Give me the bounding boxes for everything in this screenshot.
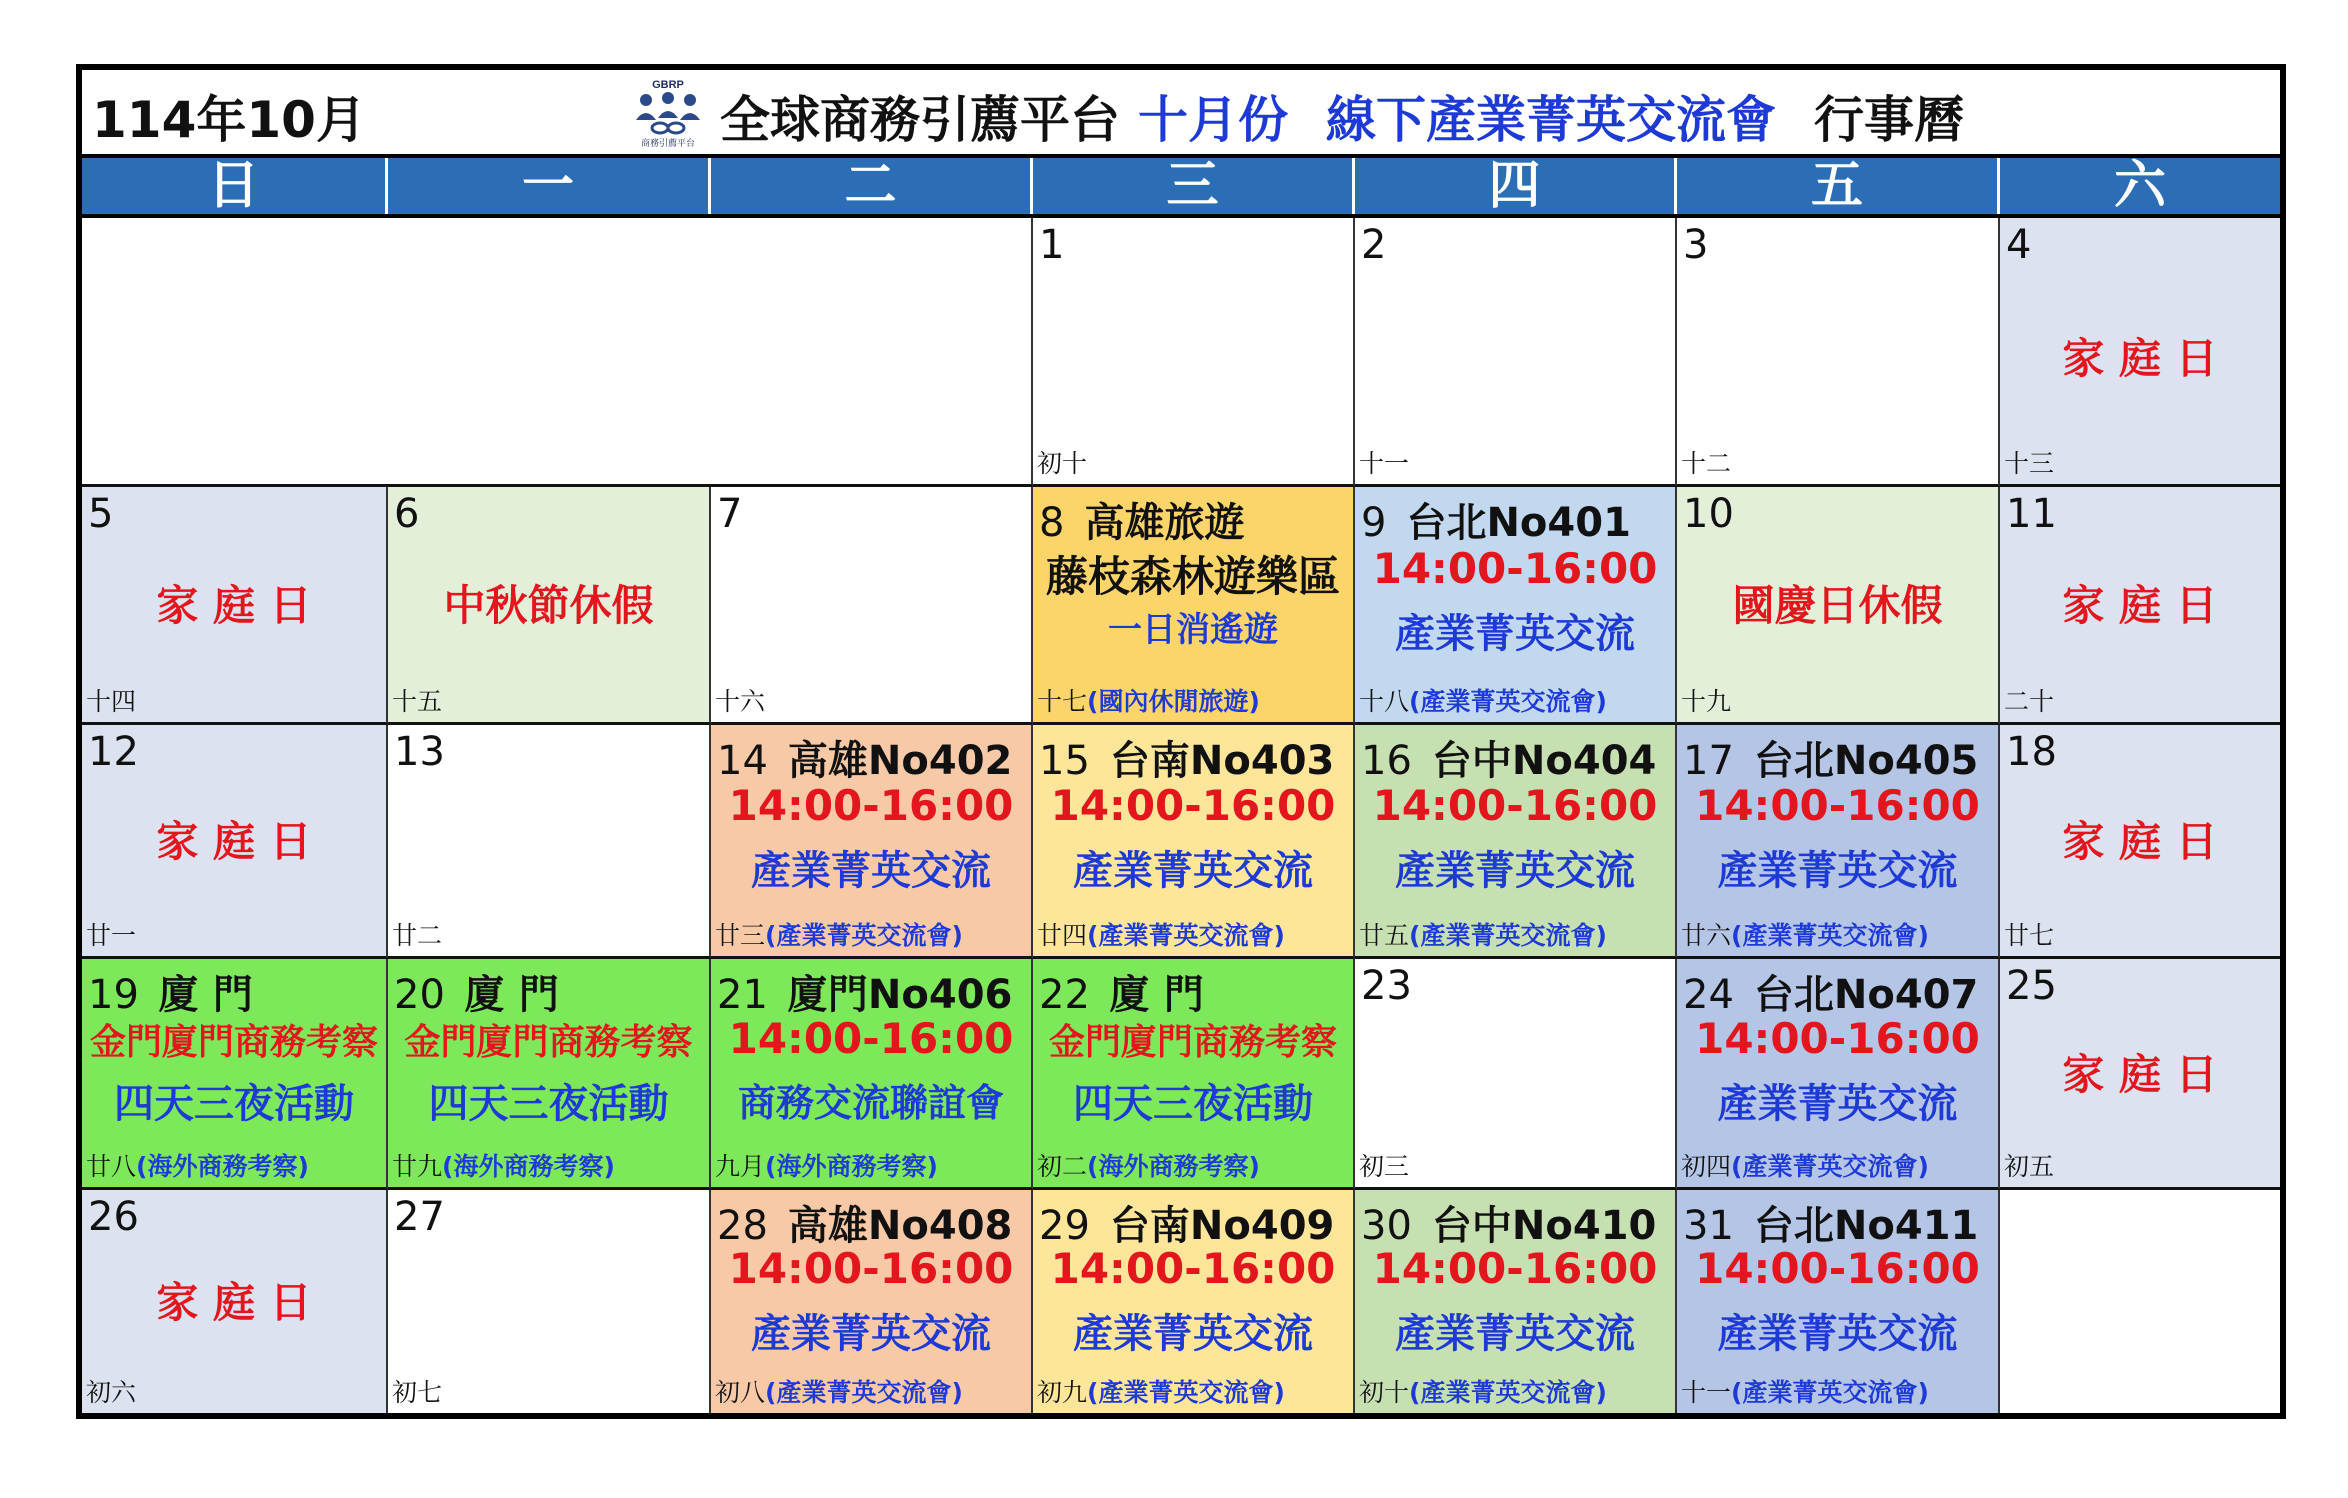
day-number-value: 20 [394, 972, 445, 1018]
day-number-value: 26 [88, 1194, 139, 1240]
weekday-0: 日 [82, 158, 388, 214]
event-line-1: 14:00-16:00 [728, 1014, 1014, 1063]
day-cell-31 [1677, 1190, 2000, 1413]
event-title: 台北No411 [1753, 1203, 1979, 1249]
day-cell-20 [388, 959, 711, 1190]
lunar-date-value: 廿六 [1681, 921, 1732, 950]
lunar-date-value: 初二 [1037, 1152, 1088, 1181]
day-number-value: 31 [1683, 1203, 1734, 1249]
event-line-1: 14:00-16:00 [1050, 781, 1336, 830]
lunar-date [392, 1147, 615, 1183]
logo-text: GBRP [652, 79, 684, 91]
event-line-1: 金門廈門商務考察 [404, 1022, 693, 1063]
weekday-2: 二 [711, 158, 1033, 214]
day-cell-5 [82, 487, 388, 725]
lunar-date [2004, 444, 2054, 480]
day-cell-19 [82, 959, 388, 1190]
lunar-date [715, 916, 963, 952]
day-number-value: 3 [1683, 222, 1709, 268]
event-title: 高雄No402 [787, 738, 1013, 784]
event-line-1: 14:00-16:00 [728, 1244, 1014, 1293]
day-number-value: 23 [1361, 963, 1412, 1009]
title-calendar: 行事曆 [1814, 91, 1964, 149]
day-number-value: 7 [717, 491, 743, 537]
holiday-label: 家 庭 日 [2062, 817, 2218, 866]
gbrp-logo [632, 76, 704, 150]
lunar-date [1037, 444, 1087, 480]
event-line-2: 產業菁英交流 [1395, 1311, 1635, 1357]
day-number [88, 491, 113, 537]
day-cell-10 [1677, 487, 2000, 725]
day-cell-6 [388, 487, 711, 725]
event-category-note: (產業菁英交流會) [1087, 921, 1285, 950]
event-category-note: (國內休閒旅遊) [1087, 687, 1260, 716]
lunar-date-value: 初十 [1359, 1378, 1410, 1407]
day-cell-21 [711, 959, 1033, 1190]
day-number-value: 28 [717, 1203, 768, 1249]
lunar-date [1359, 1373, 1607, 1409]
lunar-date-value: 廿九 [392, 1152, 443, 1181]
weekday-6: 六 [2113, 156, 2166, 216]
event-category-note: (產業菁英交流會) [1409, 1378, 1607, 1407]
weekday-3: 三 [1033, 158, 1355, 214]
lunar-date-value: 初四 [1681, 1152, 1732, 1181]
day-cell-7 [711, 487, 1033, 725]
day-number [1683, 729, 1978, 786]
lunar-date-value: 廿四 [1037, 921, 1088, 950]
lunar-date-value: 初七 [392, 1378, 443, 1407]
lunar-date [2004, 682, 2054, 718]
holiday-label: 家 庭 日 [2062, 334, 2218, 383]
event-line-2: 產業菁英交流 [1073, 1311, 1313, 1357]
lunar-date [1681, 1373, 1929, 1409]
day-number-value: 1 [1039, 222, 1065, 268]
weekday-1: 一 [388, 158, 711, 214]
event-line-1: 14:00-16:00 [1695, 1014, 1980, 1063]
weekday-4: 四 [1355, 158, 1677, 214]
event-title: 廈 門 [464, 972, 559, 1018]
holiday-label: 家 庭 日 [2062, 581, 2218, 630]
day-number-value: 29 [1039, 1203, 1090, 1249]
lunar-date [1037, 916, 1285, 952]
lunar-date-value: 九月 [715, 1152, 766, 1181]
day-number-value: 16 [1361, 738, 1412, 784]
lunar-date [715, 682, 765, 718]
lunar-date [1359, 916, 1607, 952]
event-title: 台北No407 [1753, 972, 1979, 1018]
event-line-2: 一日消遙遊 [1108, 610, 1278, 650]
day-number-value: 27 [394, 1194, 445, 1240]
day-cell-15 [1033, 725, 1355, 959]
lunar-date-value: 初十 [1037, 449, 1088, 478]
day-number [1361, 1194, 1656, 1251]
event-line-1: 金門廈門商務考察 [1048, 1022, 1337, 1063]
lunar-date-value: 十八 [1359, 687, 1410, 716]
day-number-value: 11 [2006, 491, 2057, 537]
event-line-2: 產業菁英交流 [1073, 848, 1313, 894]
holiday-label: 中秋節休假 [443, 581, 654, 630]
lunar-date [2004, 1147, 2054, 1183]
day-number-value: 6 [394, 491, 420, 537]
day-number [394, 1194, 445, 1240]
event-category-note: (產業菁英交流會) [1087, 1378, 1285, 1407]
event-line-1: 14:00-16:00 [1372, 1244, 1658, 1293]
day-number-value: 21 [717, 972, 768, 1018]
day-cell-9 [1355, 487, 1677, 725]
day-number-value: 30 [1361, 1203, 1412, 1249]
lunar-date-value: 初三 [1359, 1152, 1410, 1181]
day-number [717, 491, 742, 537]
day-cell-14 [711, 725, 1033, 959]
event-category-note: (海外商務考察) [765, 1152, 938, 1181]
lunar-date [1681, 444, 1731, 480]
day-cell-13 [388, 725, 711, 959]
event-line-2: 產業菁英交流 [1717, 1081, 1958, 1127]
event-line-2: 產業菁英交流 [1717, 848, 1958, 894]
empty-cell [82, 218, 1033, 487]
day-number [1361, 222, 1386, 268]
day-number [1039, 963, 1204, 1020]
day-number [1361, 491, 1631, 548]
lunar-date [1037, 1373, 1285, 1409]
day-number [2006, 963, 2057, 1009]
day-number-value: 17 [1683, 738, 1734, 784]
calendar [76, 64, 2286, 1419]
day-number [88, 1194, 139, 1240]
event-line-1: 14:00-16:00 [1372, 544, 1658, 593]
day-number [2006, 491, 2057, 537]
event-category-note: (產業菁英交流會) [1731, 921, 1929, 950]
day-cell-3 [1677, 218, 2000, 487]
holiday-label: 國慶日休假 [1732, 581, 1943, 630]
day-cell-12 [82, 725, 388, 959]
event-line-2: 商務交流聯誼會 [737, 1081, 1004, 1125]
lunar-date [715, 1147, 938, 1183]
lunar-date-value: 十一 [1681, 1378, 1732, 1407]
event-title: 高雄No408 [787, 1203, 1013, 1249]
lunar-date-value: 十三 [2004, 449, 2055, 478]
lunar-date-value: 廿三 [715, 921, 766, 950]
day-number [1683, 963, 1978, 1020]
lunar-date [1359, 682, 1607, 718]
day-number-value: 2 [1361, 222, 1387, 268]
event-title: 台中No404 [1431, 738, 1657, 784]
day-number [1039, 1194, 1334, 1251]
lunar-date [86, 916, 136, 952]
day-number-value: 22 [1039, 972, 1090, 1018]
title-platform: 全球商務引薦平台 [720, 91, 1120, 149]
day-number [394, 963, 559, 1020]
day-cell-22 [1033, 959, 1355, 1190]
day-number-value: 19 [88, 972, 139, 1018]
lunar-date [392, 682, 442, 718]
day-number [1039, 491, 1244, 548]
lunar-date-value: 十七 [1037, 687, 1088, 716]
event-line-1: 金門廈門商務考察 [89, 1022, 378, 1063]
day-cell-8 [1033, 487, 1355, 725]
day-number [394, 729, 445, 775]
event-line-2: 四天三夜活動 [428, 1081, 669, 1127]
day-number [394, 491, 419, 537]
day-number-value: 10 [1683, 491, 1734, 537]
weekday-header-row [82, 158, 2280, 218]
weekday-5: 五 [1677, 158, 2000, 214]
event-category-note: (產業菁英交流會) [1731, 1152, 1929, 1181]
lunar-date-value: 十六 [715, 687, 766, 716]
holiday-label: 家 庭 日 [2062, 1050, 2218, 1099]
event-title: 台南No403 [1109, 738, 1335, 784]
event-line-2: 四天三夜活動 [1073, 1081, 1313, 1127]
event-title: 廈 門 [158, 972, 253, 1018]
event-title: 台北No405 [1753, 738, 1979, 784]
event-line-2: 產業菁英交流 [1395, 848, 1635, 894]
event-category-note: (產業菁英交流會) [1409, 921, 1607, 950]
event-title: 台北No401 [1406, 500, 1631, 546]
lunar-date [715, 1373, 963, 1409]
day-cell-24 [1677, 959, 2000, 1190]
holiday-label: 家 庭 日 [156, 581, 312, 630]
day-cell-30 [1355, 1190, 1677, 1413]
event-category-note: (海外商務考察) [136, 1152, 309, 1181]
event-line-2: 產業菁英交流 [751, 848, 991, 894]
day-number [1039, 222, 1064, 268]
lunar-date-value: 初八 [715, 1378, 766, 1407]
day-cell-1 [1033, 218, 1355, 487]
event-line-1: 14:00-16:00 [1695, 781, 1980, 830]
lunar-date [1681, 682, 1731, 718]
day-number [1683, 491, 1734, 537]
day-number-value: 13 [394, 729, 445, 775]
lunar-date [1037, 1147, 1260, 1183]
event-title: 廈門No406 [787, 972, 1013, 1018]
event-category-note: (海外商務考察) [1087, 1152, 1260, 1181]
day-cell-11 [2000, 487, 2280, 725]
lunar-date-value: 廿五 [1359, 921, 1410, 950]
event-line-2: 四天三夜活動 [114, 1081, 354, 1127]
event-line-2: 產業菁英交流 [1395, 611, 1635, 657]
event-line-1: 14:00-16:00 [1372, 781, 1658, 830]
event-line-1: 14:00-16:00 [728, 781, 1014, 830]
day-number-value: 4 [2006, 222, 2032, 268]
lunar-date-value: 十一 [1359, 449, 1410, 478]
lunar-date [392, 916, 442, 952]
lunar-date-value: 廿八 [86, 1152, 137, 1181]
event-title: 廈 門 [1109, 972, 1204, 1018]
lunar-date [1359, 1147, 1409, 1183]
lunar-date [1037, 682, 1260, 718]
event-category-note: (海外商務考察) [442, 1152, 615, 1181]
day-number-value: 24 [1683, 972, 1734, 1018]
lunar-date [1681, 1147, 1929, 1183]
lunar-date-value: 二十 [2004, 687, 2055, 716]
lunar-date-value: 十四 [86, 687, 137, 716]
day-cell-4 [2000, 218, 2280, 487]
lunar-date-value: 十九 [1681, 687, 1732, 716]
lunar-date-value: 十五 [392, 687, 443, 716]
title-event: 線下產業菁英交流會 [1326, 91, 1776, 149]
day-cell-25 [2000, 959, 2280, 1190]
day-cell-18 [2000, 725, 2280, 959]
event-category-note: (產業菁英交流會) [765, 921, 963, 950]
day-cell-2 [1355, 218, 1677, 487]
day-cell-23 [1355, 959, 1677, 1190]
logo-subtext: 商務引薦平台 [640, 139, 696, 149]
day-cell-29 [1033, 1190, 1355, 1413]
day-cell-27 [388, 1190, 711, 1413]
event-category-note: (產業菁英交流會) [765, 1378, 963, 1407]
event-line-1: 14:00-16:00 [1695, 1244, 1980, 1293]
lunar-date-value: 初九 [1037, 1378, 1088, 1407]
day-number-value: 5 [88, 491, 114, 537]
day-number [717, 963, 1012, 1020]
lunar-date [392, 1373, 442, 1409]
day-number [2006, 222, 2031, 268]
event-title: 高雄旅遊 [1084, 500, 1245, 546]
calendar-header [82, 70, 2280, 158]
lunar-date-value: 廿七 [2004, 921, 2055, 950]
day-number [88, 963, 253, 1020]
day-number [1683, 1194, 1978, 1251]
event-line-2: 產業菁英交流 [751, 1311, 991, 1357]
event-title: 台中No410 [1431, 1203, 1657, 1249]
day-cell-28 [711, 1190, 1033, 1413]
lunar-date-value: 初五 [2004, 1152, 2055, 1181]
day-number-value: 15 [1039, 738, 1090, 784]
lunar-date [86, 1147, 309, 1183]
day-number [2006, 729, 2057, 775]
day-number-value: 12 [88, 729, 139, 775]
lunar-date [86, 682, 136, 718]
day-number [717, 729, 1012, 786]
day-number-value: 25 [2006, 963, 2057, 1009]
holiday-label: 家 庭 日 [156, 817, 312, 866]
event-line-1: 14:00-16:00 [1050, 1244, 1336, 1293]
day-cell-17 [1677, 725, 2000, 959]
calendar-title [720, 80, 1964, 152]
lunar-date [1681, 916, 1929, 952]
day-number-value: 18 [2006, 729, 2057, 775]
event-category-note: (產業菁英交流會) [1731, 1378, 1929, 1407]
lunar-date-value: 廿一 [86, 921, 137, 950]
day-number [1361, 963, 1412, 1009]
event-line-1: 藤枝森林遊樂區 [1045, 552, 1340, 601]
day-number [1039, 729, 1334, 786]
day-number [88, 729, 139, 775]
title-month: 十月份 [1138, 91, 1288, 149]
lunar-date-value: 初六 [86, 1378, 137, 1407]
lunar-date-value: 廿二 [392, 921, 443, 950]
event-category-note: (產業菁英交流會) [1409, 687, 1607, 716]
day-number-value: 14 [717, 738, 768, 784]
day-cell-16 [1355, 725, 1677, 959]
month-label: 114年10月 [92, 91, 366, 149]
holiday-label: 家 庭 日 [156, 1278, 312, 1327]
lunar-date [1359, 444, 1409, 480]
event-title: 台南No409 [1109, 1203, 1335, 1249]
day-number [1361, 729, 1656, 786]
day-number-value: 8 [1039, 500, 1065, 546]
day-cell-26 [82, 1190, 388, 1413]
lunar-date [86, 1373, 136, 1409]
lunar-date-value: 十二 [1681, 449, 1732, 478]
day-number-value: 9 [1361, 500, 1387, 546]
day-number [717, 1194, 1012, 1251]
lunar-date [2004, 916, 2054, 952]
event-line-2: 產業菁英交流 [1717, 1311, 1958, 1357]
day-number [1683, 222, 1708, 268]
